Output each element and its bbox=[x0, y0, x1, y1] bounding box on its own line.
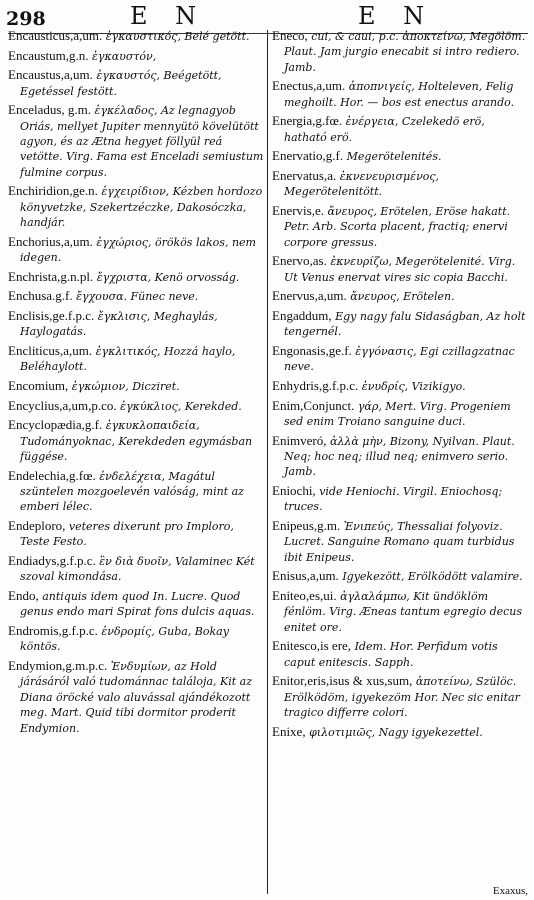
dictionary-entry bbox=[8, 234, 264, 266]
dictionary-entry bbox=[8, 417, 264, 464]
dictionary-entry bbox=[8, 398, 264, 414]
dictionary-entry bbox=[272, 28, 530, 75]
entry-headword: Enervo,as. bbox=[272, 253, 327, 269]
entry-definition: ἔγχριστα, Kenö orvosság. bbox=[96, 270, 240, 284]
entry-definition: ἐγχειρίδιον, Kézben hordozo könyvetzke, Szekertzéczke, Dakosóczka, handjár. bbox=[20, 185, 263, 230]
dictionary-entry bbox=[272, 148, 530, 164]
page-number: 298 bbox=[6, 8, 46, 30]
entry-definition: Igyekezött, Erölködött valamire. bbox=[342, 570, 523, 584]
dictionary-entry bbox=[8, 588, 264, 620]
dictionary-entry bbox=[272, 308, 530, 340]
entry-definition: ἐνδελέχεια, Magátul szüntelen mozgoelevén valóság, mint az emberi lélec. bbox=[20, 469, 244, 514]
dictionary-entry bbox=[272, 253, 530, 285]
entry-definition: ἐγχώριος, örökös lakos, nem idegen. bbox=[20, 235, 256, 265]
entry-headword: Endeploro, bbox=[8, 518, 66, 533]
entry-definition: ἐγγόνασις, Egi czillagzatnac neve. bbox=[284, 345, 515, 374]
entry-definition: ἄνευρος, Erötelen. bbox=[350, 290, 455, 304]
entry-definition: Ἐνδυμίων, az Hold járásáról való tudománnac találoja, Kit az Diana öröcké valo aluvással ajándékozott meg. Mart. Quid tibi dormitor proderit Endymion. bbox=[20, 660, 252, 735]
dictionary-entry bbox=[8, 518, 264, 550]
dictionary-entry bbox=[272, 673, 530, 720]
entry-headword: Enectus,a,um. bbox=[272, 78, 346, 94]
entry-definition: Egy nagy falu Sidaságban, Az holt tengernél. bbox=[284, 310, 526, 339]
right-column bbox=[272, 28, 530, 743]
entry-headword: Enervatio,g.f. bbox=[272, 148, 344, 164]
catchword: Exaxus, bbox=[492, 885, 528, 897]
dictionary-entry bbox=[272, 168, 530, 200]
dictionary-entry bbox=[8, 28, 264, 44]
entry-headword: Endiadys,g.f.p.c. bbox=[8, 553, 96, 568]
dictionary-entry bbox=[272, 433, 530, 480]
entry-headword: Enitesco,is ere, bbox=[272, 638, 352, 654]
entry-headword: Eneco, bbox=[272, 28, 308, 43]
entry-definition: ἐνέργεια, Czelekedö erö, hatható erö. bbox=[284, 115, 485, 144]
entry-headword: Enisus,a,um. bbox=[272, 568, 339, 584]
entry-definition: ἐγκαυστός, Beégetött, Egetéssel festött. bbox=[20, 69, 222, 98]
entry-headword: Enervus,a,um. bbox=[272, 288, 347, 304]
entry-definition: ἐγκυκλοπαιδεία, Tudományoknac, Kerekdeden egymásban függése. bbox=[20, 419, 253, 463]
left-column bbox=[8, 28, 264, 739]
dictionary-entry bbox=[8, 102, 264, 180]
entry-headword: Endo, bbox=[8, 588, 39, 603]
dictionary-entry bbox=[8, 269, 264, 285]
entry-headword: Endelechia,g.fœ. bbox=[8, 467, 96, 483]
entry-definition: ἐγκέλαδος, Az legnagyob Oriás, mellyet Jupiter mennyütö kövelütött agyon, és az Ætna hegyet föllyül reá vetötte. Virg. Fama est Enceladi semiustum fulmine corpus. bbox=[20, 104, 264, 179]
dictionary-entry bbox=[8, 553, 264, 585]
entry-headword: Enimveró, bbox=[272, 432, 327, 448]
dictionary-entry bbox=[272, 518, 530, 565]
entry-definition: cui, & caui, p.c. ἀποκτείνω, Megölöm. Plaut. Jam jurgio enecabit si intro rediero. Jamb. bbox=[284, 30, 526, 74]
entry-headword: Energia,g.fœ. bbox=[272, 113, 343, 129]
dictionary-entry bbox=[272, 483, 530, 515]
entry-headword: Engaddum, bbox=[272, 308, 332, 323]
dictionary-entry bbox=[272, 203, 530, 250]
entry-definition: γάρ, Mert. Virg. Progeniem sed enim Troiano sanguine duci. bbox=[284, 399, 511, 428]
entry-headword: Enceladus, g.m. bbox=[8, 102, 92, 118]
entry-headword: Encausticus,a,um. bbox=[8, 28, 103, 43]
entry-definition: vide Heniochi. Virgil. Eniochosq; truces. bbox=[284, 485, 503, 514]
entry-headword: Encyclius,a,um,p.co. bbox=[8, 397, 117, 413]
dictionary-entry bbox=[272, 343, 530, 375]
entry-definition: Megerötelenités. bbox=[346, 150, 442, 164]
running-head-left: E N bbox=[130, 2, 207, 30]
entry-definition: ἐκνενευρισμένος, Megerötelenitött. bbox=[284, 170, 440, 199]
entry-definition: ἐνυδρίς, Vizikigyo. bbox=[361, 380, 466, 393]
entry-definition: ἔγκλισις, Meghaylás, Haylogatás. bbox=[20, 310, 218, 339]
dictionary-entry bbox=[8, 623, 264, 655]
entry-definition: ἐγκύκλιος, Kerekded. bbox=[120, 399, 242, 413]
dictionary-entry bbox=[8, 48, 264, 64]
entry-headword: Enitor,eris,isus & xus,sum, bbox=[272, 673, 413, 689]
entry-definition: ἐγκλιτικός, Hozzá haylo, Beléhaylott. bbox=[20, 345, 236, 374]
entry-headword: Enchiridion,ge.n. bbox=[8, 183, 98, 199]
entry-headword: Enervis,e. bbox=[272, 203, 324, 218]
dictionary-entry bbox=[8, 67, 264, 99]
entry-definition: ἀποτείνω, Szülöc. Erölködöm, igyekezöm Hor. Nec sic enitar tragico differre colori. bbox=[284, 675, 520, 720]
dictionary-entry bbox=[272, 78, 530, 110]
entry-headword: Endromis,g.f.p.c. bbox=[8, 623, 98, 638]
dictionary-entry bbox=[8, 658, 264, 736]
dictionary-entry bbox=[8, 378, 264, 394]
entry-headword: Enchusa.g.f. bbox=[8, 288, 73, 304]
entry-definition: ἀλλὰ μὴν, Bizony, Nyilvan. Plaut. Neq; hoc neq; illud neq; enimvero serio. Jamb. bbox=[284, 434, 515, 479]
entry-headword: Encyclopædia,g.f. bbox=[8, 417, 103, 433]
entry-definition: ἔγχουσα. Fünec neve. bbox=[76, 290, 199, 304]
dictionary-entry bbox=[8, 308, 264, 340]
entry-headword: Enhydris,g.f.p.c. bbox=[272, 378, 359, 393]
running-head-right: E N bbox=[358, 2, 435, 30]
dictionary-entry bbox=[8, 288, 264, 304]
entry-definition: ἀγλαλάμπω, Kit ündöklöm fénlöm. Virg. Æneas tantum egregio decus enitet ore. bbox=[284, 590, 523, 634]
entry-headword: Encaustus,a,um. bbox=[8, 67, 93, 83]
entry-definition: antiquis idem quod In. Lucre. Quod genus endo mari Spirat fons dulcis aquas. bbox=[20, 590, 255, 619]
entry-definition: ἐγκαυστόν, bbox=[92, 49, 157, 63]
entry-headword: Engonasis,ge.f. bbox=[272, 343, 352, 358]
column-divider bbox=[267, 30, 268, 894]
dictionary-entry bbox=[8, 468, 264, 515]
dictionary-entry bbox=[272, 638, 530, 670]
entry-headword: Encliticus,a,um. bbox=[8, 343, 93, 358]
entry-definition: ἐκνευρίζω, Megerötelenité. Virg. Ut Venus enervat vires sic copia Bacchi. bbox=[284, 255, 516, 284]
dictionary-entry bbox=[272, 288, 530, 304]
entry-definition: ἄνευρος, Erötelen, Eröse hakatt. Petr. Arb. Scorta placent, fractiq; enervi corpore gressus. bbox=[284, 205, 511, 249]
entry-headword: Endymion,g.m.p.c. bbox=[8, 658, 108, 673]
entry-headword: Enchrista,g.n.pl. bbox=[8, 268, 94, 284]
entry-headword: Enervatus,a. bbox=[272, 168, 337, 183]
dictionary-entry bbox=[8, 183, 264, 230]
entry-headword: Encomium, bbox=[8, 378, 69, 393]
entry-headword: Encaustum,g.n. bbox=[8, 47, 89, 63]
entry-headword: Eniteo,es,ui. bbox=[272, 588, 337, 603]
entry-definition: Ἐνιπεύς, Thessaliai folyoviz. Lucret. Sanguine Romano quam turbidus ibit Enipeus. bbox=[284, 520, 515, 564]
entry-definition: ἓν διὰ δυοῖν, Valaminec Két szoval kimondása. bbox=[20, 555, 255, 584]
dictionary-entry bbox=[272, 724, 530, 740]
dictionary-entry bbox=[272, 568, 530, 584]
entry-definition: φιλοτιμιῶς, Nagy igyekezettel. bbox=[309, 725, 483, 739]
entry-definition: ἀποπνιγείς, Holteleven, Felig meghoilt. Hor. — bos est enectus arando. bbox=[284, 80, 515, 109]
entry-headword: Enixe, bbox=[272, 723, 306, 739]
entry-definition: ἐνδρομίς, Guba, Bokay köntös. bbox=[20, 625, 229, 654]
entry-headword: Eniochi, bbox=[272, 483, 316, 498]
entry-definition: ἐγκώμιον, Dicziret. bbox=[71, 380, 180, 393]
dictionary-entry bbox=[272, 113, 530, 145]
entry-definition: veteres dixerunt pro Imploro, Teste Festo. bbox=[20, 520, 234, 549]
entry-headword: Enchorius,a,um. bbox=[8, 233, 93, 249]
dictionary-entry bbox=[272, 588, 530, 635]
entry-headword: Enclisis,ge.f.p.c. bbox=[8, 308, 95, 323]
entry-headword: Enipeus,g.m. bbox=[272, 518, 341, 533]
entry-headword: Enim,Conjunct. bbox=[272, 397, 355, 413]
dictionary-entry bbox=[8, 343, 264, 375]
entry-definition: ἐγκαυστικός, Belé getött. bbox=[105, 30, 250, 43]
dictionary-entry bbox=[272, 378, 530, 394]
dictionary-entry bbox=[272, 398, 530, 430]
entry-definition: Idem. Hor. Perfidum votis caput enitescis. Sapph. bbox=[284, 640, 498, 669]
